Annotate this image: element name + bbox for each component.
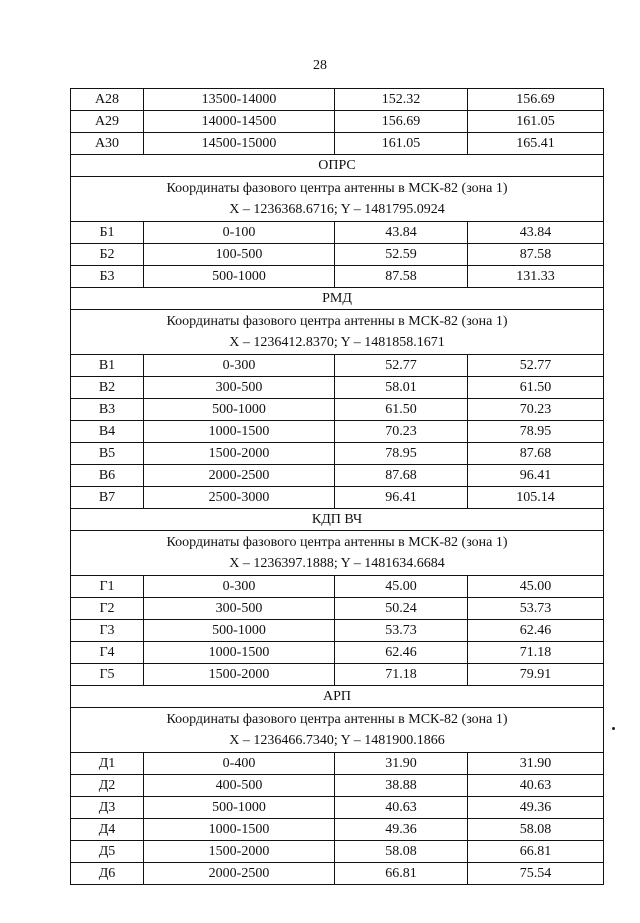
coordinates-values: X – 1236412.8370; Y – 1481858.1671 [229, 335, 445, 350]
table-row [71, 642, 604, 664]
value-start-cell: 45.00 [335, 576, 468, 598]
table-row [71, 266, 604, 288]
coordinates-values: X – 1236466.7340; Y – 1481900.1866 [229, 733, 445, 748]
antenna-table-body [71, 89, 604, 885]
value-end-cell: 40.63 [468, 775, 604, 797]
value-end-cell: 96.41 [468, 465, 604, 487]
coordinates-caption: Координаты фазового центра антенны в МСК-82 (зона 1) [166, 535, 508, 550]
point-id-cell: Г2 [71, 598, 144, 620]
point-id-cell: Д2 [71, 775, 144, 797]
range-cell: 1500-2000 [144, 841, 335, 863]
table-row [71, 111, 604, 133]
scan-speck [612, 727, 615, 730]
coordinates-caption: Координаты фазового центра антенны в МСК-82 (зона 1) [166, 181, 508, 196]
point-id-cell: Д6 [71, 863, 144, 885]
value-end-cell: 78.95 [468, 421, 604, 443]
coordinates-cell [71, 531, 604, 576]
value-end-cell: 87.68 [468, 443, 604, 465]
range-cell: 400-500 [144, 775, 335, 797]
point-id-cell: Д5 [71, 841, 144, 863]
range-cell: 500-1000 [144, 797, 335, 819]
value-start-cell: 43.84 [335, 222, 468, 244]
value-end-cell: 31.90 [468, 753, 604, 775]
coordinates-values: X – 1236397.1888; Y – 1481634.6684 [229, 556, 445, 571]
range-cell: 13500-14000 [144, 89, 335, 111]
value-end-cell: 161.05 [468, 111, 604, 133]
point-id-cell: В5 [71, 443, 144, 465]
section-header-row [71, 288, 604, 310]
point-id-cell: Г1 [71, 576, 144, 598]
section-header-row [71, 509, 604, 531]
point-id-cell: Г3 [71, 620, 144, 642]
point-id-cell: В3 [71, 399, 144, 421]
table-row [71, 89, 604, 111]
value-start-cell: 58.01 [335, 377, 468, 399]
value-end-cell: 105.14 [468, 487, 604, 509]
value-start-cell: 161.05 [335, 133, 468, 155]
table-row [71, 244, 604, 266]
value-end-cell: 131.33 [468, 266, 604, 288]
value-end-cell: 61.50 [468, 377, 604, 399]
table-row [71, 355, 604, 377]
point-id-cell: Д3 [71, 797, 144, 819]
table-row [71, 841, 604, 863]
point-id-cell: В7 [71, 487, 144, 509]
value-start-cell: 38.88 [335, 775, 468, 797]
coordinates-row [71, 177, 604, 222]
range-cell: 500-1000 [144, 620, 335, 642]
value-start-cell: 70.23 [335, 421, 468, 443]
value-start-cell: 58.08 [335, 841, 468, 863]
table-row [71, 775, 604, 797]
point-id-cell: А28 [71, 89, 144, 111]
value-start-cell: 52.59 [335, 244, 468, 266]
point-id-cell: Б1 [71, 222, 144, 244]
range-cell: 0-100 [144, 222, 335, 244]
value-end-cell: 87.58 [468, 244, 604, 266]
section-title: КДП ВЧ [71, 509, 604, 531]
table-row [71, 487, 604, 509]
section-header-row [71, 686, 604, 708]
value-start-cell: 50.24 [335, 598, 468, 620]
section-title: АРП [71, 686, 604, 708]
value-start-cell: 40.63 [335, 797, 468, 819]
coordinates-row [71, 310, 604, 355]
range-cell: 0-400 [144, 753, 335, 775]
point-id-cell: Г5 [71, 664, 144, 686]
range-cell: 2500-3000 [144, 487, 335, 509]
range-cell: 0-300 [144, 355, 335, 377]
value-start-cell: 87.58 [335, 266, 468, 288]
range-cell: 300-500 [144, 598, 335, 620]
value-start-cell: 53.73 [335, 620, 468, 642]
range-cell: 1000-1500 [144, 642, 335, 664]
table-row [71, 797, 604, 819]
point-id-cell: В1 [71, 355, 144, 377]
value-end-cell: 70.23 [468, 399, 604, 421]
range-cell: 100-500 [144, 244, 335, 266]
table-row [71, 819, 604, 841]
value-start-cell: 52.77 [335, 355, 468, 377]
table-row [71, 399, 604, 421]
value-end-cell: 43.84 [468, 222, 604, 244]
coordinates-row [71, 708, 604, 753]
table-row [71, 598, 604, 620]
range-cell: 2000-2500 [144, 465, 335, 487]
range-cell: 14000-14500 [144, 111, 335, 133]
point-id-cell: В6 [71, 465, 144, 487]
point-id-cell: Г4 [71, 642, 144, 664]
section-header-row [71, 155, 604, 177]
range-cell: 500-1000 [144, 266, 335, 288]
value-end-cell: 165.41 [468, 133, 604, 155]
table-row [71, 576, 604, 598]
value-end-cell: 71.18 [468, 642, 604, 664]
range-cell: 300-500 [144, 377, 335, 399]
point-id-cell: Б3 [71, 266, 144, 288]
table-row [71, 863, 604, 885]
antenna-table [70, 88, 604, 885]
value-start-cell: 66.81 [335, 863, 468, 885]
table-row [71, 443, 604, 465]
value-end-cell: 66.81 [468, 841, 604, 863]
value-end-cell: 58.08 [468, 819, 604, 841]
coordinates-row [71, 531, 604, 576]
range-cell: 14500-15000 [144, 133, 335, 155]
value-start-cell: 156.69 [335, 111, 468, 133]
range-cell: 1000-1500 [144, 819, 335, 841]
range-cell: 1500-2000 [144, 664, 335, 686]
value-start-cell: 78.95 [335, 443, 468, 465]
value-end-cell: 79.91 [468, 664, 604, 686]
table-row [71, 664, 604, 686]
point-id-cell: Д4 [71, 819, 144, 841]
point-id-cell: А30 [71, 133, 144, 155]
section-title: РМД [71, 288, 604, 310]
table-row [71, 421, 604, 443]
value-end-cell: 62.46 [468, 620, 604, 642]
coordinates-cell [71, 177, 604, 222]
coordinates-caption: Координаты фазового центра антенны в МСК-82 (зона 1) [166, 314, 508, 329]
table-row [71, 377, 604, 399]
section-title: ОПРС [71, 155, 604, 177]
range-cell: 2000-2500 [144, 863, 335, 885]
point-id-cell: А29 [71, 111, 144, 133]
range-cell: 500-1000 [144, 399, 335, 421]
value-start-cell: 31.90 [335, 753, 468, 775]
point-id-cell: В4 [71, 421, 144, 443]
value-end-cell: 53.73 [468, 598, 604, 620]
coordinates-cell [71, 310, 604, 355]
coordinates-caption: Координаты фазового центра антенны в МСК-82 (зона 1) [166, 712, 508, 727]
point-id-cell: В2 [71, 377, 144, 399]
table-row [71, 133, 604, 155]
range-cell: 1500-2000 [144, 443, 335, 465]
table-row [71, 222, 604, 244]
value-end-cell: 156.69 [468, 89, 604, 111]
value-start-cell: 49.36 [335, 819, 468, 841]
coordinates-values: X – 1236368.6716; Y – 1481795.0924 [229, 202, 445, 217]
value-end-cell: 45.00 [468, 576, 604, 598]
coordinates-cell [71, 708, 604, 753]
range-cell: 1000-1500 [144, 421, 335, 443]
value-start-cell: 61.50 [335, 399, 468, 421]
table-row [71, 753, 604, 775]
value-end-cell: 75.54 [468, 863, 604, 885]
value-start-cell: 62.46 [335, 642, 468, 664]
point-id-cell: Д1 [71, 753, 144, 775]
value-start-cell: 152.32 [335, 89, 468, 111]
value-start-cell: 87.68 [335, 465, 468, 487]
table-row [71, 465, 604, 487]
point-id-cell: Б2 [71, 244, 144, 266]
range-cell: 0-300 [144, 576, 335, 598]
page-number: 28 [313, 58, 327, 73]
value-end-cell: 49.36 [468, 797, 604, 819]
value-end-cell: 52.77 [468, 355, 604, 377]
value-start-cell: 96.41 [335, 487, 468, 509]
value-start-cell: 71.18 [335, 664, 468, 686]
table-row [71, 620, 604, 642]
